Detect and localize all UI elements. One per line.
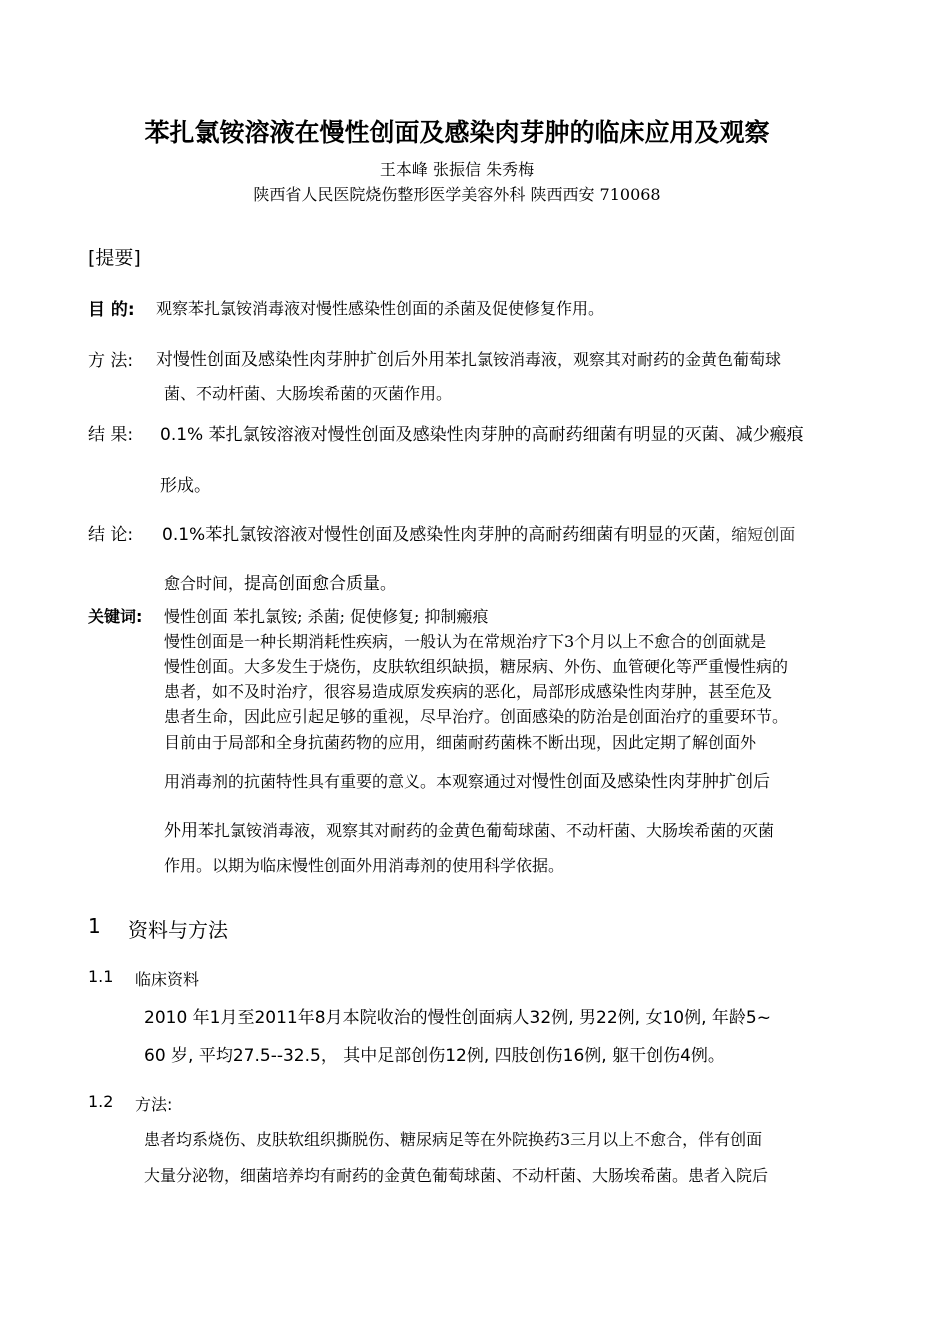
section-1-title: 资料与方法 [128, 918, 228, 942]
section-1-number: 1 [88, 914, 101, 938]
document-title: 苯扎氯铵溶液在慢性创面及感染肉芽肿的临床应用及观察 [144, 118, 770, 147]
section-1-2-line-1: 患者均系烧伤、皮肤软组织撕脱伤、糖尿病足等在外院换药3三月以上不愈合，伴有创面 [144, 1130, 763, 1149]
authors: 王本峰 张振信 朱秀梅 [379, 160, 535, 179]
method-label: 方 法: [88, 351, 134, 371]
section-1-1-line-1: 2010 年1月至2011年8月本院收治的慢性创面病人32例, 男22例, 女10例, 年龄5~ [144, 1008, 771, 1028]
intro-line-3: 患者，如不及时治疗，很容易造成原发疾病的恶化，局部形成感染性肉芽肿，甚至危及 [164, 682, 773, 701]
intro-line-6-part-b: 慢性创面及感染性肉芽肿扩创后 [532, 772, 771, 792]
intro-line-4: 患者生命，因此应引起足够的重视，尽早治疗。创面感染的防治是创面治疗的重要环节。 [164, 707, 789, 726]
method-line-1 [156, 345, 781, 370]
conclusion-line-2-part-a: 愈合时间， [164, 574, 245, 593]
section-1-1-number: 1.1 [88, 967, 114, 986]
conclusion-line-2 [164, 569, 396, 594]
conclusion-label: 结 论: [88, 525, 134, 545]
intro-line-1: 慢性创面是一种长期消耗性疾病，一般认为在常规治疗下3个月以上不愈合的创面就是 [164, 632, 767, 651]
intro-line-8: 作用。以期为临床慢性创面外用消毒剂的使用科学依据。 [164, 856, 565, 875]
method-line-2: 菌、不动杆菌、大肠埃希菌的灭菌作用。 [164, 384, 453, 403]
abstract-heading: [提要] [88, 247, 141, 269]
keywords-label: 关键词: [88, 607, 143, 626]
intro-line-6-part-a: 用消毒剂的抗菌特性具有重要的意义。本观察通过对 [164, 772, 533, 791]
conclusion-line-2-part-c: 。 [380, 574, 397, 593]
objective-label: 目 的: [88, 300, 135, 320]
section-1-2-title: 方法: [135, 1095, 173, 1114]
affiliation: 陕西省人民医院烧伤整形医学美容外科 陕西西安 710068 [253, 185, 661, 204]
intro-line-7-part-a: 外用 [164, 821, 198, 841]
keywords-text: 慢性创面 苯扎氯铵; 杀菌; 促使修复; 抑制瘢痕 [164, 607, 489, 626]
intro-line-7-part-b: 苯扎氯铵消毒液，观察其对耐药的金黄色葡萄球菌、不动杆菌、大肠埃希菌的灭菌 [198, 821, 775, 840]
conclusion-line-1-part-a: 0.1%苯扎氯铵溶液对慢性创面及感染性肉芽肿的高耐药细菌有明显的灭菌 [162, 525, 716, 545]
method-line-1-part-b: 苯扎氯铵消毒液，观察其对耐药的金黄色葡萄球 [445, 350, 782, 369]
conclusion-line-2-part-b: 提高创面愈合质量 [244, 574, 381, 594]
method-line-1-part-a: 对慢性创面及感染性肉芽肿扩创后外用 [156, 350, 445, 370]
conclusion-line-1 [162, 520, 795, 545]
result-label: 结 果: [88, 425, 134, 445]
section-1-1-line-2: 60 岁, 平均27.5--32.5， 其中足部创伤12例, 四肢创伤16例, 躯干创伤4例。 [144, 1046, 725, 1066]
section-1-2-line-2: 大量分泌物，细菌培养均有耐药的金黄色葡萄球菌、不动杆菌、大肠埃希菌。患者入院后 [144, 1166, 769, 1185]
result-line-1: 0.1% 苯扎氯铵溶液对慢性创面及感染性肉芽肿的高耐药细菌有明显的灭菌、减少瘢痕 [160, 425, 804, 445]
intro-line-7 [164, 816, 774, 841]
intro-line-2: 慢性创面。大多发生于烧伤，皮肤软组织缺损，糖尿病、外伤、血管硬化等严重慢性病的 [164, 657, 789, 676]
section-1-1-title: 临床资料 [135, 970, 200, 989]
conclusion-line-1-part-b: ，缩短创面 [715, 525, 796, 544]
result-line-2: 形成。 [160, 476, 211, 496]
section-1-2-number: 1.2 [88, 1092, 114, 1111]
intro-line-5: 目前由于局部和全身抗菌药物的应用，细菌耐药菌株不断出现，因此定期了解创面外 [164, 733, 757, 752]
intro-line-6 [164, 767, 770, 792]
objective-text: 观察苯扎氯铵消毒液对慢性感染性创面的杀菌及促使修复作用。 [156, 299, 605, 318]
